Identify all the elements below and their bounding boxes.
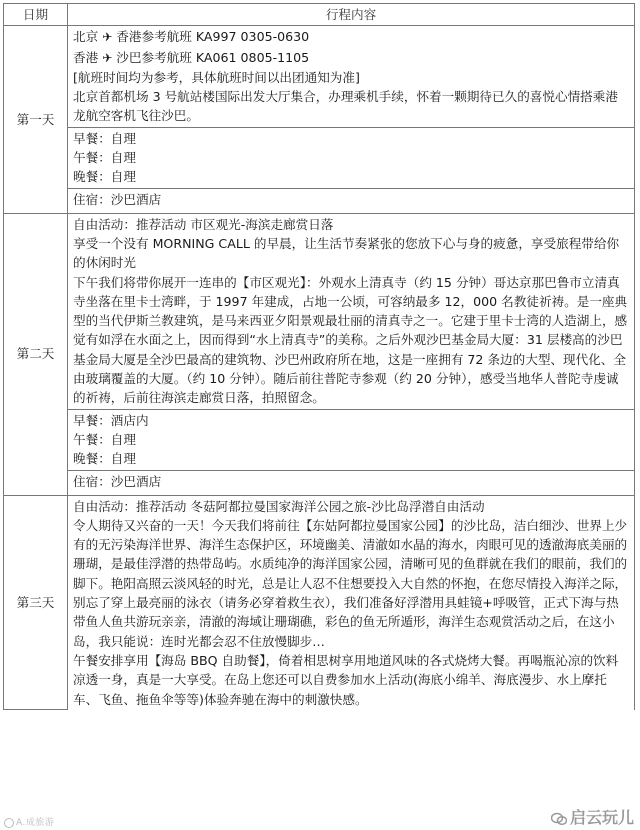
day2-meals-row (4, 409, 635, 470)
plane-icon: ✈ (102, 50, 113, 65)
flight-note: [航班时间均为参考，具体航班时间以出团通知为准] (73, 69, 360, 85)
day3-content-row (4, 495, 635, 710)
activity-title: 自由活动：推荐活动 冬菇阿都拉曼国家海洋公园之旅-沙比岛浮潜自由活动 (73, 498, 485, 514)
paragraph: 令人期待又兴奋的一天！今天我们将前往【东姑阿都拉曼国家公园】的沙比岛，洁白细沙、世界上少有的无污染海洋世界、海洋生态保护区，环境幽美、清澈如水晶的海水，肉眼可见的透澈海底美丽的珊瑚，是最佳浮潜的热带岛屿。水质纯净的海洋国家公园，清晰可见的鱼群就在我们的眼前，我们的脚下。艳阳高照云淡风轻的时光，总是让人忍不住想要投入大自然的怀抱，在您尽情投入海洋之际，别忘了穿上最亮丽的泳衣（请务必穿着救生衣），我们准备好浮潜用具蛙镜+呼吸管，正式下海与热带鱼人鱼共游玩亲亲，清澈的海域让珊瑚礁，彩色的鱼无所遁形，海洋生态观赏活动之后，在这小岛，我只能说：连时光都会忍不住放慢脚步… (73, 517, 628, 649)
content-column-header: 行程内容 (68, 4, 635, 26)
meal-lunch: 午餐：自理 (73, 431, 136, 447)
day2-stay: 住宿：沙巴酒店 (68, 470, 635, 495)
meal-breakfast: 早餐：自理 (73, 130, 136, 146)
plane-icon: ✈ (102, 30, 113, 45)
flight-dest: 香港参考航班 KA997 0305-0630 (116, 29, 310, 45)
paragraph: 午餐安排享用【海岛 BBQ 自助餐】，倚着相思树享用地道风味的各式烧烤大餐。再喝瓶沁凉的饮料凉透一身，真是一大享受。在岛上您还可以自费参加水上活动(海底小绵羊、海底漫步、水上摩托车、飞鱼、拖鱼伞等等)体验奔驰在海中的刺激快感。 (73, 652, 619, 707)
day2-label: 第二天 (4, 213, 68, 495)
day1-label: 第一天 (4, 26, 68, 213)
paragraph: 享受一个没有 MORNING CALL 的早晨，让生活节奏紧张的您放下心与身的疲惫，享受旅程带给你的休闲时光 (73, 235, 620, 271)
day1-description: 北京首都机场 3 号航站楼国际出发大厅集合，办理乘机手续，怀着一颗期待已久的喜悦心情搭乘港龙航空客机飞往沙巴。 (73, 89, 618, 124)
day1-meals-row (4, 127, 635, 188)
activity-title: 自由活动：推荐活动 市区观光-海滨走廊赏日落 (73, 216, 334, 232)
day1-stay-row (4, 188, 635, 213)
paragraph: 下午我们将带你展开一连串的【市区观光】：外观水上清真寺（约 15 分钟）哥达京那巴鲁市立清真寺坐落在里卡士湾畔，于 1997 年建成，占地一公顷，可容纳最多 12，000 名教徒祈祷。是一座典型的当代伊斯兰教建筑，是马来西亚夕阳景观最壮丽的清真寺之一。它建于里卡士湾的人造湖上，感觉有如浮在水面之上，因而得到“水上清真寺”的美称。之后外观沙巴基金局大厦：31 层楼高的沙巴基金局大厦是全沙巴最高的建筑物、沙巴州政府所在地，这是一座拥有 72 条边的大型、现代化、全由玻璃覆盖的大厦。（约 10 分钟）。随后前往普陀寺参观（约 20 分钟），感受当地华人普陀寺虔诚的祈祷，后前往海滨走廊赏日落，拍照留念。 (73, 274, 628, 406)
meal-dinner: 晚餐：自理 (73, 169, 136, 185)
table-header-row (4, 4, 635, 26)
day3-content (68, 495, 635, 710)
date-column-header: 日期 (4, 4, 68, 26)
itinerary-page (3, 3, 635, 710)
flight-line (73, 27, 629, 47)
flight-line (73, 48, 629, 68)
day2-meals (68, 409, 635, 470)
day1-stay: 住宿：沙巴酒店 (68, 188, 635, 213)
meal-breakfast: 早餐：酒店内 (73, 412, 149, 428)
watermark-right (551, 805, 634, 828)
meal-lunch: 午餐：自理 (73, 150, 136, 166)
day1-content-row (4, 26, 635, 127)
day3-label: 第三天 (4, 495, 68, 710)
chat-bubble-icon (551, 812, 567, 826)
day2-stay-row (4, 470, 635, 495)
flight-dest: 沙巴参考航班 KA061 0805-1105 (116, 49, 310, 65)
flight-origin: 北京 (73, 29, 99, 45)
watermark-left-text: A.成旅游 (16, 818, 55, 828)
day1-content (68, 26, 635, 127)
camera-icon (4, 818, 14, 828)
watermark-left (4, 815, 54, 828)
day1-meals (68, 127, 635, 188)
watermark-right-text: 启云玩儿 (569, 808, 634, 827)
meal-dinner: 晚餐：自理 (73, 451, 136, 467)
day2-content-row (4, 213, 635, 409)
itinerary-table (3, 3, 635, 710)
day2-content (68, 213, 635, 409)
flight-origin: 香港 (73, 49, 99, 65)
